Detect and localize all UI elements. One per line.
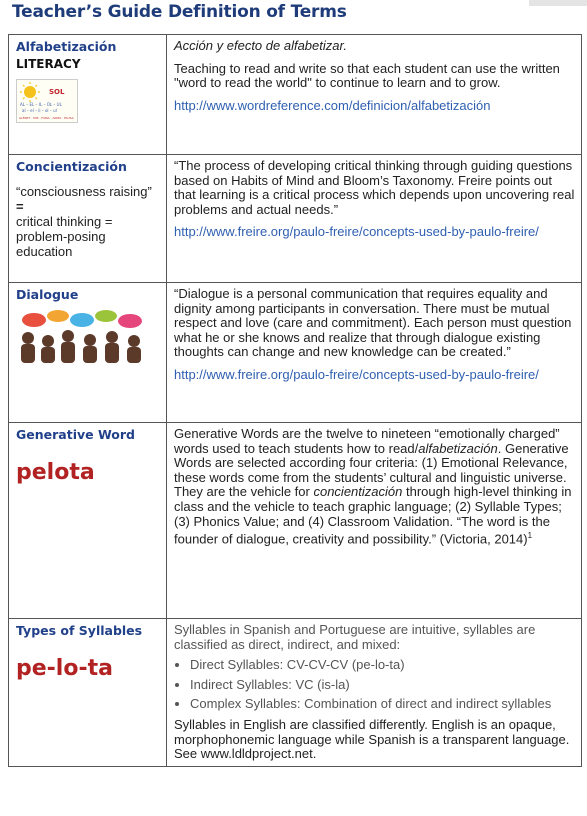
definition-text: “Dialogue is a personal communication that requires equality and dignity among participants in conversation. There must be mutual respect and love (care and commitment). Each person must question what he or she knows and realize that through dialogue existing thoughts can change and new knowledge can be created.” <box>174 286 572 360</box>
list-item: • Direct Syllables: CV-CV-CV (pe-lo-ta) <box>190 658 575 673</box>
definition-cell <box>167 423 582 619</box>
syllable-type-list <box>174 658 575 712</box>
definition-text: “The process of developing critical thinking through guiding questions based on Habits of Mind and Bloom’s Taxonomy. Freire points out that learning is a critical process which depends upon uncovering real problems and actual needs.” <box>174 158 575 217</box>
term-note: “consciousness raising” = <box>16 184 152 214</box>
definition-cell <box>167 283 582 423</box>
dialogue-illustration <box>16 308 146 363</box>
term-translation: LITERACY <box>16 57 81 71</box>
table-row <box>9 35 582 155</box>
reference-link[interactable]: http://www.freire.org/paulo-freire/concepts-used-by-paulo-freire/ <box>174 224 539 240</box>
reference-link[interactable]: http://www.freire.org/paulo-freire/concepts-used-by-paulo-freire/ <box>174 366 539 382</box>
table-row <box>9 155 582 283</box>
definition-cell <box>167 619 582 767</box>
term-cell <box>9 423 167 619</box>
term-cell <box>9 155 167 283</box>
list-item: • Indirect Syllables: VC (is-la) <box>190 678 575 693</box>
list-item: • Complex Syllables: Combination of direct and indirect syllables <box>190 697 575 712</box>
table-row <box>9 283 582 423</box>
example-word: pelota <box>16 460 95 485</box>
page-edge-tab <box>529 0 587 6</box>
term-cell <box>9 283 167 423</box>
definition-cell <box>167 155 582 283</box>
svg-text:SOL: SOL <box>49 88 65 96</box>
terms-table <box>8 34 582 767</box>
definition-spanish: Acción y efecto de alfabetizar. <box>174 38 347 53</box>
sol-illustration <box>16 79 78 123</box>
term-name: Dialogue <box>16 287 79 302</box>
example-syllables: pe-lo-ta <box>16 656 113 681</box>
term-cell <box>9 619 167 767</box>
definition-text: Teaching to read and write so that each student can use the written "word to read the world" to continue to learn and to grow. <box>174 60 560 91</box>
definition-text: Generative Words are the twelve to nineteen “emotionally charged” words used to teach students how to read/alfabetización. Generative Words are selected according four criteria: (1) Emotional Relevance, these words come from the students’ cultural and linguistic universe. They are the vehicle for concientización through high-level thinking in class and the vehicle to teach graphic language; (2) Syllable Types; (3) Phonics Value; and (4) Classroom Validation. “The word is the founder of dialogue, creativity and possibility.” (Victoria, 2014)$^1$ <box>174 426 572 547</box>
term-name: Types of Syllables <box>16 623 143 638</box>
reference-link[interactable]: http://www.wordreference.com/definicion/alfabetización <box>174 97 491 113</box>
svg-text:ALFRET · MIS · FUNA · ANITA ·: ALFRET · MIS · FUNA · ANITA · PLUSA <box>19 116 74 120</box>
term-name: Concientización <box>16 159 127 174</box>
svg-text:al – el – il – ol – ul: al – el – il – ol – ul <box>22 108 57 113</box>
table-row <box>9 423 582 619</box>
page-title: Teacher’s Guide Definition of Terms <box>12 2 347 22</box>
term-name: Generative Word <box>16 427 135 442</box>
table-row <box>9 619 582 767</box>
term-note-equivalent: critical thinking = problem-posing education <box>16 214 113 259</box>
term-name: Alfabetización <box>16 39 117 54</box>
svg-text:AL – EL – IL – OL – UL: AL – EL – IL – OL – UL <box>20 102 62 107</box>
definition-intro: Syllables in Spanish and Portuguese are intuitive, syllables are classified as direct, indirect, and mixed: <box>174 622 536 652</box>
definition-outro: Syllables in English are classified differently. English is an opaque, morphophonemic language while Spanish is a transparent language. See www.ldldproject.net. <box>174 716 570 762</box>
term-cell <box>9 35 167 155</box>
definition-cell <box>167 35 582 155</box>
